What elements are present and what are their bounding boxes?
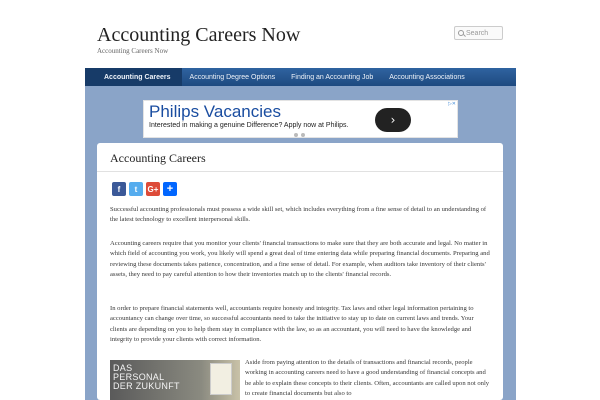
image-caption-line: DER ZUKUNFT	[113, 381, 180, 391]
nav-item-accounting-degree-options[interactable]: Accounting Degree Options	[189, 73, 276, 81]
search-icon	[458, 30, 464, 36]
site-title[interactable]: Accounting Careers Now	[97, 24, 301, 46]
search-placeholder: Search	[466, 29, 489, 37]
ad-carousel-dot[interactable]	[301, 133, 305, 137]
ad-arrow-button[interactable]: ›	[375, 108, 411, 132]
article-image	[110, 360, 240, 400]
add-share-button[interactable]: +	[163, 182, 177, 196]
article-card	[97, 143, 503, 400]
ad-carousel-dot[interactable]	[294, 133, 298, 137]
nav-item-finding-an-accounting-job[interactable]: Finding an Accounting Job	[291, 73, 374, 81]
article-paragraph: Successful accounting professionals must possess a wide skill set, which includes everything from a fine sense of detail to an understanding of the latest technology to excellent interpersonal skills.	[110, 206, 487, 224]
facebook-share-button[interactable]: f	[112, 182, 126, 196]
ad-title[interactable]: Philips Vacancies	[149, 102, 281, 121]
article-paragraph: In order to prepare financial statements well, accountants require honesty and integrity. Tax laws and other legal information pertaining to accountancy can change over time, so successful accountants need to take the initiative to stay up to date on current laws and trends. Your clients are depending on you to help them stay in compliance with the law, so as an accountant, you will need to have the knowledge and integrity to provide your clients with correct information.	[110, 305, 474, 343]
site-description: Accounting Careers Now	[97, 47, 169, 55]
search-input[interactable]	[454, 26, 503, 40]
title-divider	[97, 171, 503, 172]
nav-item-accounting-associations[interactable]: Accounting Associations	[389, 73, 465, 81]
image-caption-line: DAS	[113, 363, 133, 373]
advertisement-banner[interactable]	[143, 100, 458, 138]
page-title: Accounting Careers	[110, 151, 206, 165]
main-navigation	[85, 68, 516, 86]
google-plus-share-button[interactable]: G+	[146, 182, 160, 196]
ad-text[interactable]: Interested in making a genuine Difference? Apply now at Philips.	[149, 122, 349, 129]
ad-choices-icon[interactable]: ▷✕	[447, 101, 456, 107]
image-paper-graphic	[210, 363, 232, 395]
article-paragraph: Aside from paying attention to the details of transactions and financial records, people working in accounting careers need to have a good understanding of financial concepts and be able to explain these concepts to their clients. Often, accountants are called upon not only to create financial documents but also to	[245, 359, 490, 397]
nav-item-accounting-careers[interactable]: Accounting Careers	[85, 68, 182, 86]
twitter-share-button[interactable]: t	[129, 182, 143, 196]
article-paragraph: Accounting careers require that you monitor your clients' financial transactions to make sure that they are both accurate and legal. No matter in which field of accounting you work, you likely will spend a great deal of time entering data while preparing financial documents. Preparing and reviewing these documents takes patience, concentration, and a fine sense of detail. For example, when auditors take inventory of their clients' assets, they need to pay careful attention to how their inventories match up to the clients' financial records.	[110, 240, 490, 278]
image-caption-line: PERSONAL	[113, 372, 165, 382]
